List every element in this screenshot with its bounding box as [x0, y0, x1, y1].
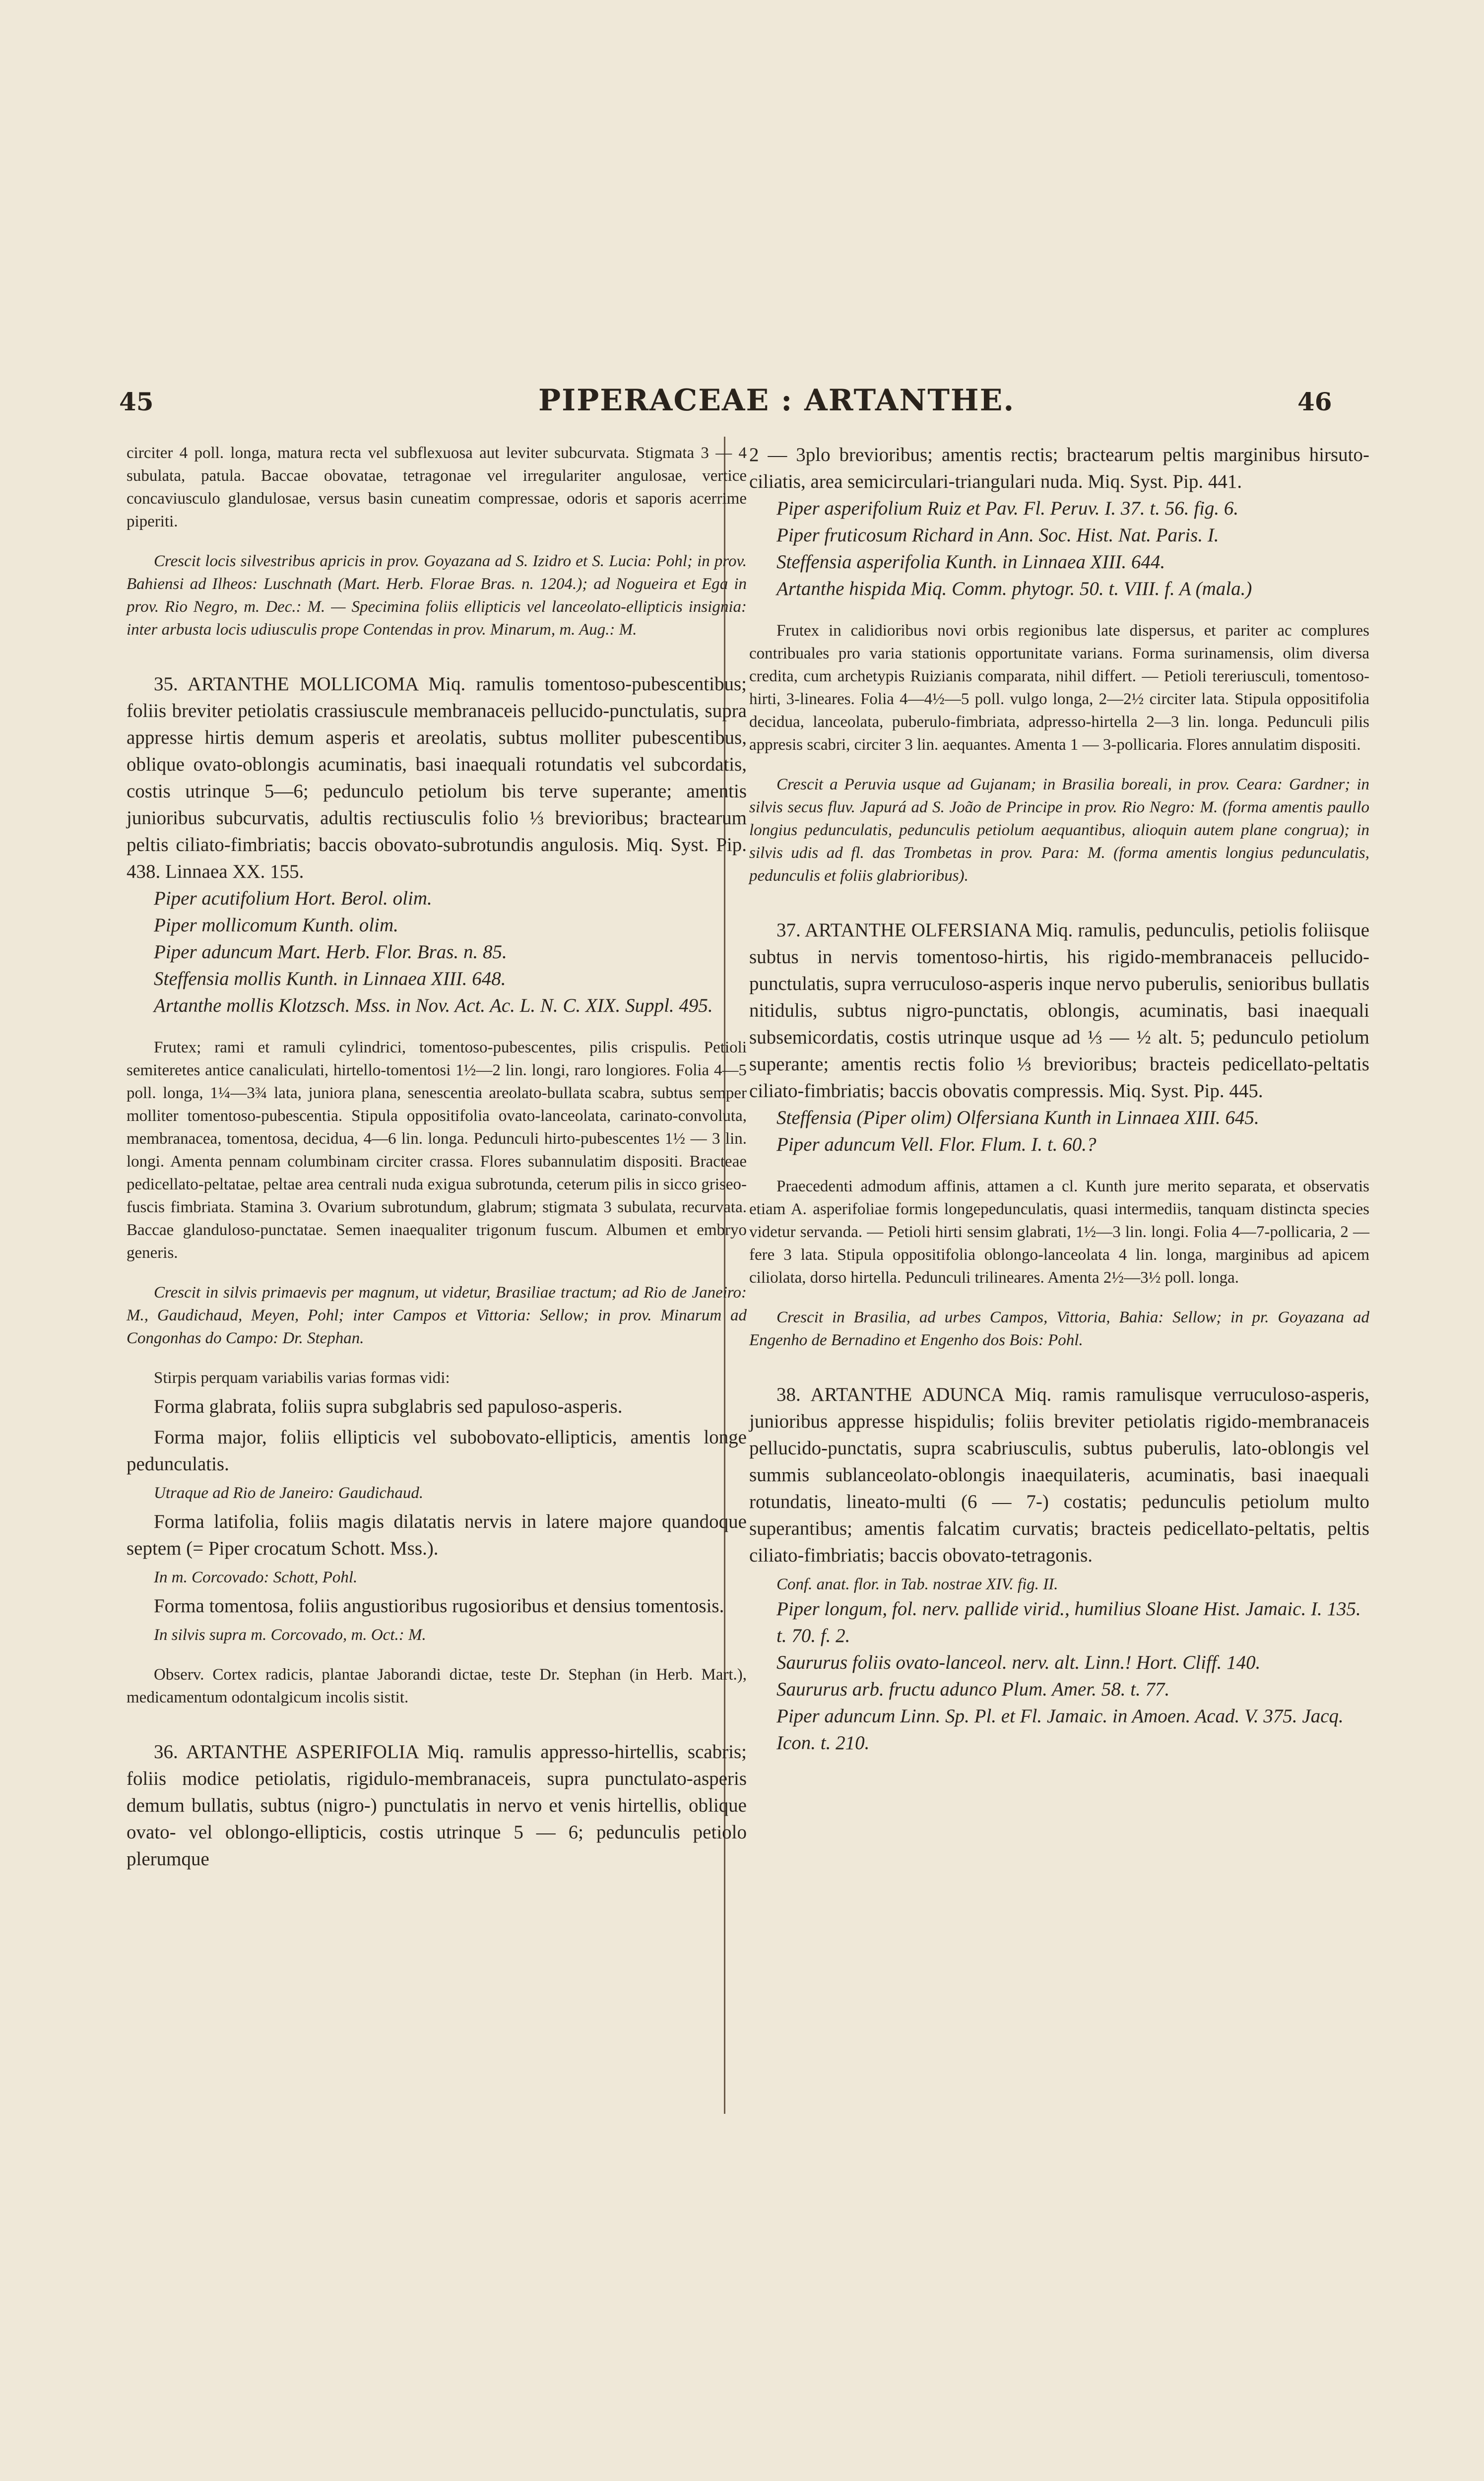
anatomy-reference-38: Conf. anat. flor. in Tab. nostrae XIV. fig. II. — [776, 1575, 1058, 1593]
synonym-36-1: Piper asperifolium Ruiz et Pav. Fl. Peruv. I. 37. t. 56. fig. 6. — [776, 498, 1239, 519]
variety-intro: Stirpis perquam variabilis varias formas vidi: — [154, 1369, 450, 1387]
synonym-36-2: Piper fruticosum Richard in Ann. Soc. Hist. Nat. Paris. I. — [776, 524, 1219, 546]
locality-34: Crescit locis silvestribus apricis in prov. Goyazana ad S. Izidro et S. Lucia: Pohl; in prov. Bahiensi ad Ilheos: Luschnath (Mart. Herb. Florae Bras. n. 1204.); ad Nogueira et Ega in prov. Rio Negro, m. Dec.: M. — Specimina foliis ellipticis vel lanceolato-ellipticis insignia: inter arbusta locis udiusculis prope Contendas in prov. Minarum, m. Aug.: M. — [127, 552, 747, 639]
synonym-37-2: Piper aduncum Vell. Flor. Flum. I. t. 60.? — [776, 1134, 1097, 1155]
synonym-35-4: Steffensia mollis Kunth. in Linnaea XIII. 648. — [154, 968, 506, 989]
right-column — [749, 442, 1369, 1757]
locality-36: Crescit a Peruvia usque ad Gujanam; in Brasilia boreali, in prov. Ceara: Gardner; in silvis secus fluv. Japurá ad S. João de Principe in prov. Rio Negro: M. (forma amentis paullo longius pedunculatis, pedunculis petiolum aequantibus, alioquin autem plane congrua); in silvis udis ad fl. das Trombetas in prov. Para: M. (forma amentis longius pedunculatis, pedunculis et foliis glabrioribus). — [749, 776, 1369, 885]
synonym-36-3: Steffensia asperifolia Kunth. in Linnaea XIII. 644. — [776, 551, 1165, 573]
synonym-38-4: Piper aduncum Linn. Sp. Pl. et Fl. Jamaic. in Amoen. Acad. V. 375. Jacq. Icon. t. 210. — [776, 1705, 1344, 1754]
paragraph-continuation: circiter 4 poll. longa, matura recta vel subflexuosa aut leviter subcurvata. Stigmata 3 — 4 subulata, patula. Baccae obovatae, tetragonae vel irregulariter angulosae, vertice concaviusculo glandulosae, versus basin cuneatim compressae, odoris et saporis acerrime piperiti. — [127, 444, 747, 530]
species-38-diagnosis: 38. ARTANTHE ADUNCA Miq. ramis ramulisque verruculoso-asperis, junioribus appresse hispidulis; foliis breviter petiolatis rigido-membranaceis pellucido-punctatis, supra scabriusculis, subtus puberulis, lato-oblongis vel summis sublanceolato-oblongis inaequilateris, acuminatis, basi inaequali rotundatis, lineato-multi (6 — 7-) costatis; pedunculis petiolum multo superantibus; amentis falcatim curvatis; bracteis pedicellato-peltatis, peltis ciliato-fimbriatis; baccis obovato-tetragonis. — [749, 1384, 1369, 1566]
forma-latifolia-locality: In m. Corcovado: Schott, Pohl. — [154, 1568, 358, 1586]
synonym-36-4: Artanthe hispida Miq. Comm. phytogr. 50. t. VIII. f. A (mala.) — [776, 578, 1252, 599]
forma-latifolia: Forma latifolia, foliis magis dilatatis nervis in latere majore quandoque septem (= Piper crocatum Schott. Mss.). — [127, 1511, 747, 1559]
page-number-right: 46 — [1297, 387, 1332, 416]
synonym-35-1: Piper acutifolium Hort. Berol. olim. — [154, 888, 432, 909]
synonym-35-5: Artanthe mollis Klotzsch. Mss. in Nov. Act. Ac. L. N. C. XIX. Suppl. 495. — [154, 995, 713, 1016]
page-number-left: 45 — [119, 387, 154, 416]
left-column — [127, 442, 747, 1873]
description-36: Frutex in calidioribus novi orbis regionibus late dispersus, et pariter ac complures contribuales pro varia stationis opportunitate varians. Forma surinamensis, olim diversa credita, cum archetypis Ruizianis comparata, nihil differt. — Petioli tereriusculi, tomentoso-hirti, 3-lineares. Folia 4—4½—5 poll. vulgo longa, 2—2½ circiter lata. Stipula oppositifolia decidua, lanceolata, puberulo-fimbriata, adpresso-hirtella 2—3 lin. longa. Pedunculi pilis appresis scabri, circiter 3 lin. aequantes. Amenta 1 — 3-pollicaria. Flores annulatim dispositi. — [749, 622, 1369, 754]
species-37-diagnosis: 37. ARTANTHE OLFERSIANA Miq. ramulis, pedunculis, petiolis foliisque subtus in nervis tomentoso-hirtis, his rigido-membranaceis pellucido-punctulatis, supra verruculoso-asperis inque nervo puberulis, senioribus bullatis nitidulis, subtus nigro-punctatis, oblongis, acuminatis, basi inaequali subsemicordatis, costis utrinque usque ad ⅓ — ½ alt. 5; pedunculo petiolum superante; amentis rectis folio ⅓ brevioribus; bracteis pedicellato-peltatis ciliato-fimbriatis; baccis obovatis compressis. Miq. Syst. Pip. 445. — [749, 919, 1369, 1102]
synonym-37-1: Steffensia (Piper olim) Olfersiana Kunth in Linnaea XIII. 645. — [776, 1107, 1259, 1128]
synonym-38-1: Piper longum, fol. nerv. pallide virid., humilius Sloane Hist. Jamaic. I. 135. t. 70. f. 2. — [776, 1598, 1361, 1646]
synonym-38-2: Saururus foliis ovato-lanceol. nerv. alt. Linn.! Hort. Cliff. 140. — [776, 1652, 1261, 1673]
forma-major: Forma major, foliis ellipticis vel subobovato-ellipticis, amentis longe pedunculatis. — [127, 1427, 747, 1475]
running-header — [0, 383, 1484, 432]
description-35: Frutex; rami et ramuli cylindrici, tomentoso-pubescentes, pilis crispulis. Petioli semiteretes antice canaliculati, hirtello-tomentosi 1½—2 lin. longi, raro longiores. Folia 4—5 poll. longa, 1¼—3¾ lata, juniora plana, senescentia areolato-bullata scabra, subtus semper molliter tomentoso-pubescentia. Stipula oppositifolia ovato-lanceolata, carinato-convoluta, membranacea, tomentosa, decidua, 4—6 lin. longa. Pedunculi hirto-pubescentes 1½ — 3 lin. longi. Amenta pennam columbinam circiter crassa. Flores subannulatim dispositi. Bracteae pedicellato-peltatae, peltae area centrali nuda exigua subrotunda, ceterum pilis in sicco griseo-fuscis fimbriata. Stamina 3. Ovarium subrotundum, glabrum; stigmata 3 subulata, recurvata. Baccae glanduloso-punctatae. Semen inaequaliter trigonum fuscum. Albumen et embryo generis. — [127, 1039, 747, 1262]
description-37: Praecedenti admodum affinis, attamen a cl. Kunth jure merito separata, et observatis etiam A. asperifoliae formis longepedunculatis, quasi intermediis, tanquam distincta species videtur servanda. — Petioli hirti sensim glabrati, 1½—3 lin. longi. Folia 4—7-pollicaria, 2 — fere 3 lata. Stipula oppositifolia oblongo-lanceolata 4 lin. longa, marginibus ad apicem ciliolata, dorso hirtella. Pedunculi trilineares. Amenta 2½—3½ poll. longa. — [749, 1177, 1369, 1287]
forma-tomentosa-locality: In silvis supra m. Corcovado, m. Oct.: M. — [154, 1626, 426, 1644]
forma-major-locality: Utraque ad Rio de Janeiro: Gaudichaud. — [154, 1484, 424, 1502]
synonym-38-3: Saururus arb. fructu adunco Plum. Amer. 58. t. 77. — [776, 1679, 1170, 1700]
locality-35: Crescit in silvis primaevis per magnum, ut videtur, Brasiliae tractum; ad Rio de Janeiro: M., Gaudichaud, Meyen, Pohl; inter Campos et Vittoria: Sellow; in prov. Minarum ad Congonhas do Campo: Dr. Stephan. — [127, 1284, 747, 1347]
species-36-continuation: 2 — 3plo brevioribus; amentis rectis; bractearum peltis marginibus hirsuto-ciliatis, area semicirculari-triangulari nuda. Miq. Syst. Pip. 441. — [749, 444, 1369, 492]
synonym-35-2: Piper mollicomum Kunth. olim. — [154, 914, 398, 936]
locality-37: Crescit in Brasilia, ad urbes Campos, Vittoria, Bahia: Sellow; in pr. Goyazana ad Engenho de Bernadino et Engenho dos Bois: Pohl. — [749, 1308, 1369, 1349]
running-title: PIPERACEAE : ARTANTHE. — [538, 383, 1015, 418]
species-36-diagnosis: 36. ARTANTHE ASPERIFOLIA Miq. ramulis appresso-hirtellis, scabris; foliis modice petiolatis, rigidulo-membranaceis, supra punctulato-asperis demum bullatis, subtus (nigro-) punctulatis in nervo et venis hirtellis, oblique ovato- vel oblongo-ellipticis, costis utrinque 5 — 6; pedunculis petiolo plerumque — [127, 1741, 747, 1870]
forma-glabrata: Forma glabrata, foliis supra subglabris sed papuloso-asperis. — [154, 1396, 623, 1417]
forma-tomentosa: Forma tomentosa, foliis angustioribus rugosioribus et densius tomentosis. — [154, 1595, 724, 1617]
species-35-diagnosis: 35. ARTANTHE MOLLICOMA Miq. ramulis tomentoso-pubescentibus; foliis breviter petiolatis crassiuscule membranaceis pellucido-punctulatis, supra appresse hirtis demum asperis et areolatis, subtus molliter pubescentibus, oblique ovato-oblongis acuminatis, basi inaequali rotundatis vel subcordatis, costis utrinque 5—6; pedunculo petiolum bis terve superante; amentis junioribus subcurvatis, adultis rectiusculis folio ⅓ brevioribus; bractearum peltis ciliato-fimbriatis; baccis obovato-subrotundis angulosis. Miq. Syst. Pip. 438. Linnaea XX. 155. — [127, 673, 747, 882]
observation-35: Observ. Cortex radicis, plantae Jaborandi dictae, teste Dr. Stephan (in Herb. Mart.), medicamentum odontalgicum incolis sistit. — [127, 1666, 747, 1706]
synonym-35-3: Piper aduncum Mart. Herb. Flor. Bras. n. 85. — [154, 941, 507, 963]
